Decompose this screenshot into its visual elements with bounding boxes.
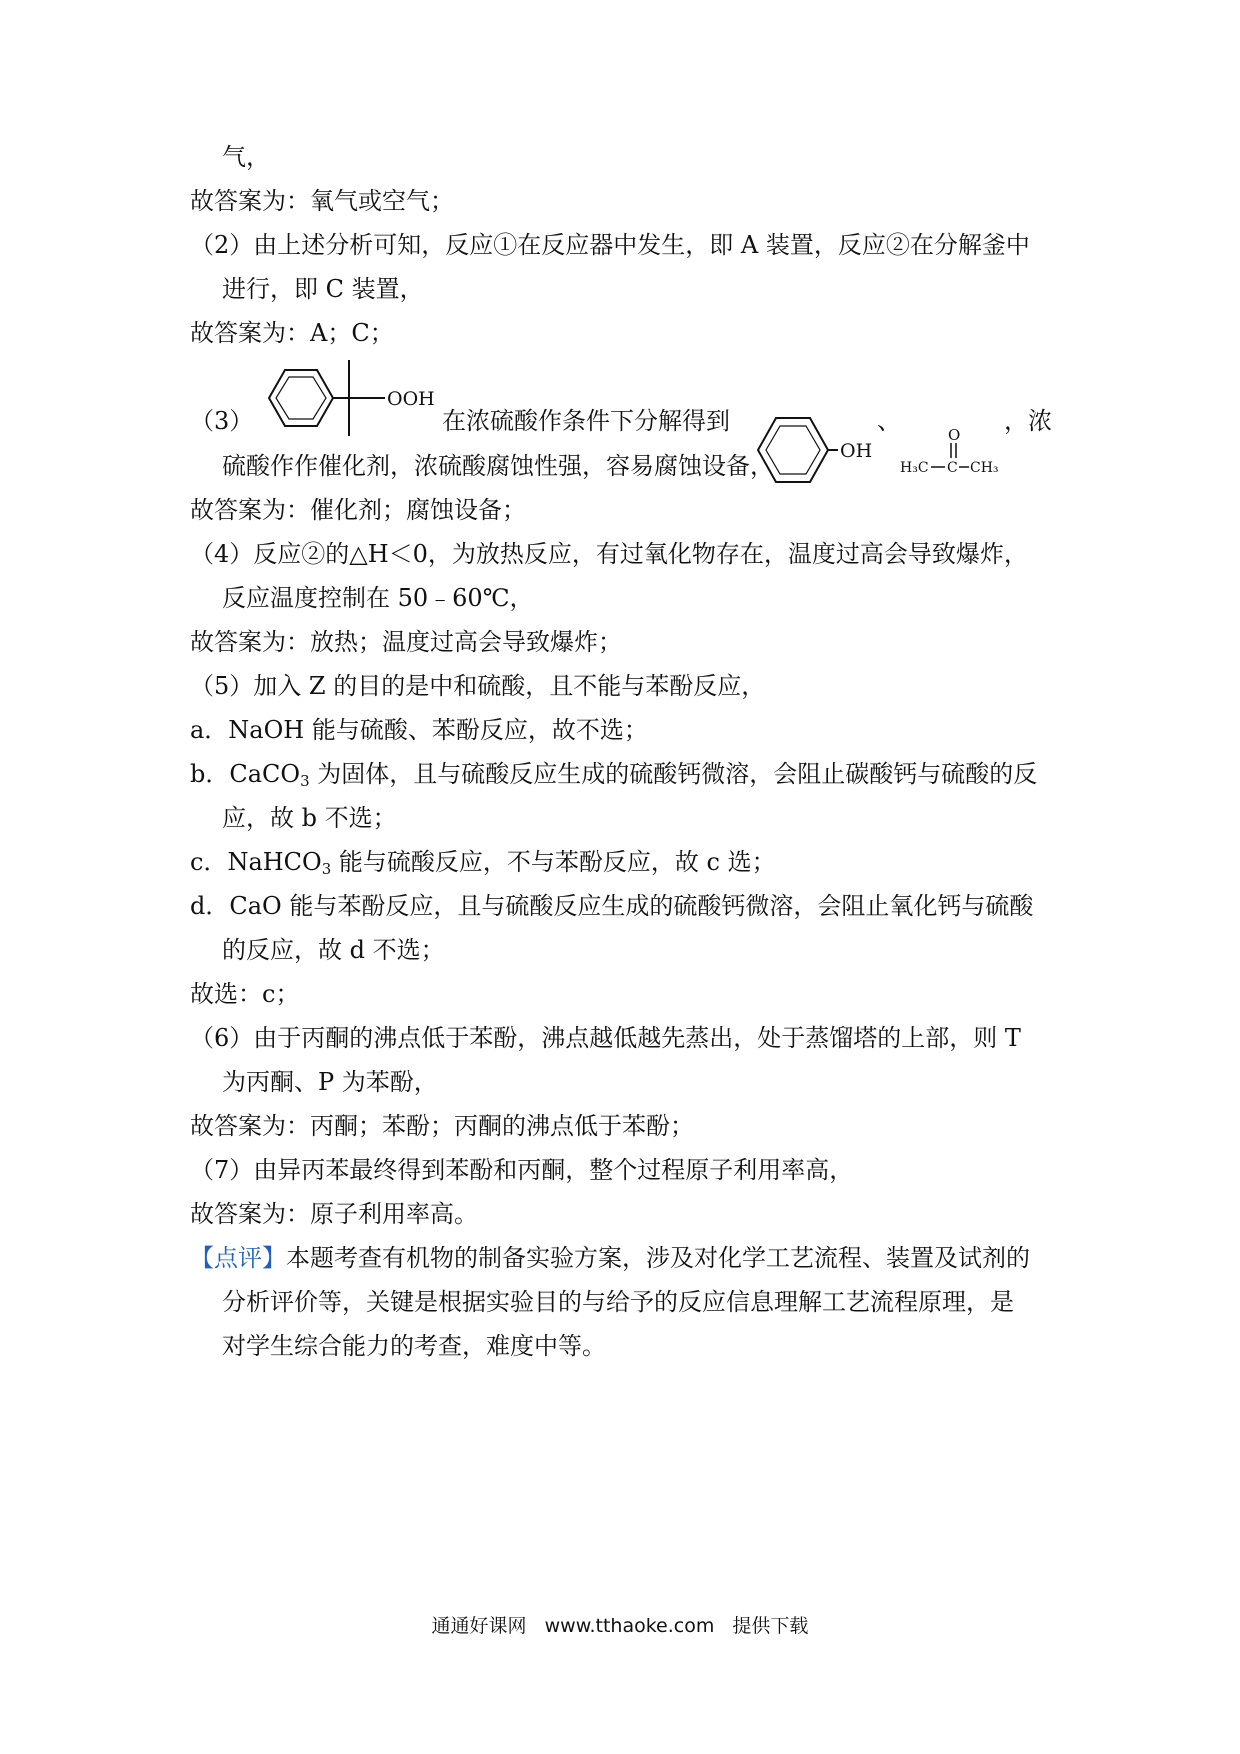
question-line: （6）由于丙酮的沸点低于苯酚，沸点越低越先蒸出，处于蒸馏塔的上部，则 T: [190, 1024, 1021, 1052]
ooh-label: OOH: [387, 388, 435, 410]
footer-site: 通通好课网: [431, 1615, 527, 1637]
answer-line: 故选：c；: [190, 980, 300, 1008]
question-line: 在浓硫酸作条件下分解得到: [442, 407, 730, 435]
oh-label: OH: [840, 440, 873, 462]
comment-line: 对学生综合能力的考查，难度中等。: [222, 1332, 606, 1360]
question-line: 为丙酮、P 为苯酚，: [222, 1068, 438, 1096]
question-line: 、: [877, 407, 901, 435]
page-footer: [0, 1611, 1240, 1638]
question-line: 进行，即 C 装置，: [222, 275, 424, 303]
question-line: （4）反应②的△H＜0，为放热反应，有过氧化物存在，温度过高会导致爆炸，: [190, 540, 1028, 568]
option-b-continued: 应，故 b 不选；: [222, 804, 397, 832]
footer-note: 提供下载: [732, 1615, 809, 1637]
option-d-continued: 的反应，故 d 不选；: [222, 936, 445, 964]
option-d: d．CaO 能与苯酚反应，且与硫酸反应生成的硫酸钙微溶，会阻止氧化钙与硫酸: [190, 892, 1034, 920]
comment-line: 分析评价等，关键是根据实验目的与给予的反应信息理解工艺流程原理，是: [222, 1288, 1014, 1316]
answer-line: 故答案为：催化剂；腐蚀设备；: [190, 496, 526, 524]
question-line: ，浓: [1004, 407, 1052, 435]
answer-line: 故答案为：丙酮；苯酚；丙酮的沸点低于苯酚；: [190, 1112, 694, 1140]
acetone-structure: [900, 426, 1010, 481]
methyl-right-label: CH₃: [970, 460, 999, 476]
footer-url: www.tthaoke.com: [544, 1615, 715, 1637]
option-b-prefix: b．CaCO: [190, 760, 301, 788]
question-line: （5）加入 Z 的目的是中和硫酸，且不能与苯酚反应，: [190, 672, 766, 700]
question-line: 反应温度控制在 50﹣60℃，: [222, 584, 534, 612]
subscript: 3: [300, 772, 310, 790]
option-b: [190, 758, 1037, 790]
answer-line: 故答案为：A；C；: [190, 319, 394, 347]
carbonyl-o-label: O: [948, 426, 961, 444]
cumene-hydroperoxide-structure: [255, 358, 455, 448]
question-line: （7）由异丙苯最终得到苯酚和丙酮，整个过程原子利用率高，: [190, 1156, 854, 1184]
question-line: 硫酸作作催化剂，浓硫酸腐蚀性强，容易腐蚀设备，: [222, 452, 774, 480]
answer-line: 故答案为：原子利用率高。: [190, 1200, 478, 1228]
question-number-3: （3）: [190, 407, 254, 435]
answer-line: 故答案为：氧气或空气；: [190, 187, 454, 215]
option-c-text: 能与硫酸反应，不与苯酚反应，故 c 选；: [331, 848, 776, 876]
methyl-left-label: H₃C: [900, 460, 929, 476]
option-c-prefix: c．NaHCO: [190, 848, 322, 876]
question-line: （2）由上述分析可知，反应①在反应器中发生，即 A 装置，反应②在分解釜中: [190, 231, 1030, 259]
text-line: 气，: [222, 143, 270, 171]
carbonyl-c-label: C: [947, 460, 958, 476]
comment-line: [190, 1242, 1030, 1274]
answer-line: 故答案为：放热；温度过高会导致爆炸；: [190, 628, 622, 656]
comment-text: 本题考查有机物的制备实验方案，涉及对化学工艺流程、装置及试剂的: [286, 1244, 1030, 1272]
comment-tag: 【点评】: [190, 1244, 286, 1272]
subscript: 3: [321, 860, 332, 878]
option-a: a．NaOH 能与硫酸、苯酚反应，故不选；: [190, 716, 648, 744]
option-c: [190, 846, 776, 878]
option-b-text: 为固体，且与硫酸反应生成的硫酸钙微溶，会阻止碳酸钙与硫酸的反: [309, 760, 1038, 788]
